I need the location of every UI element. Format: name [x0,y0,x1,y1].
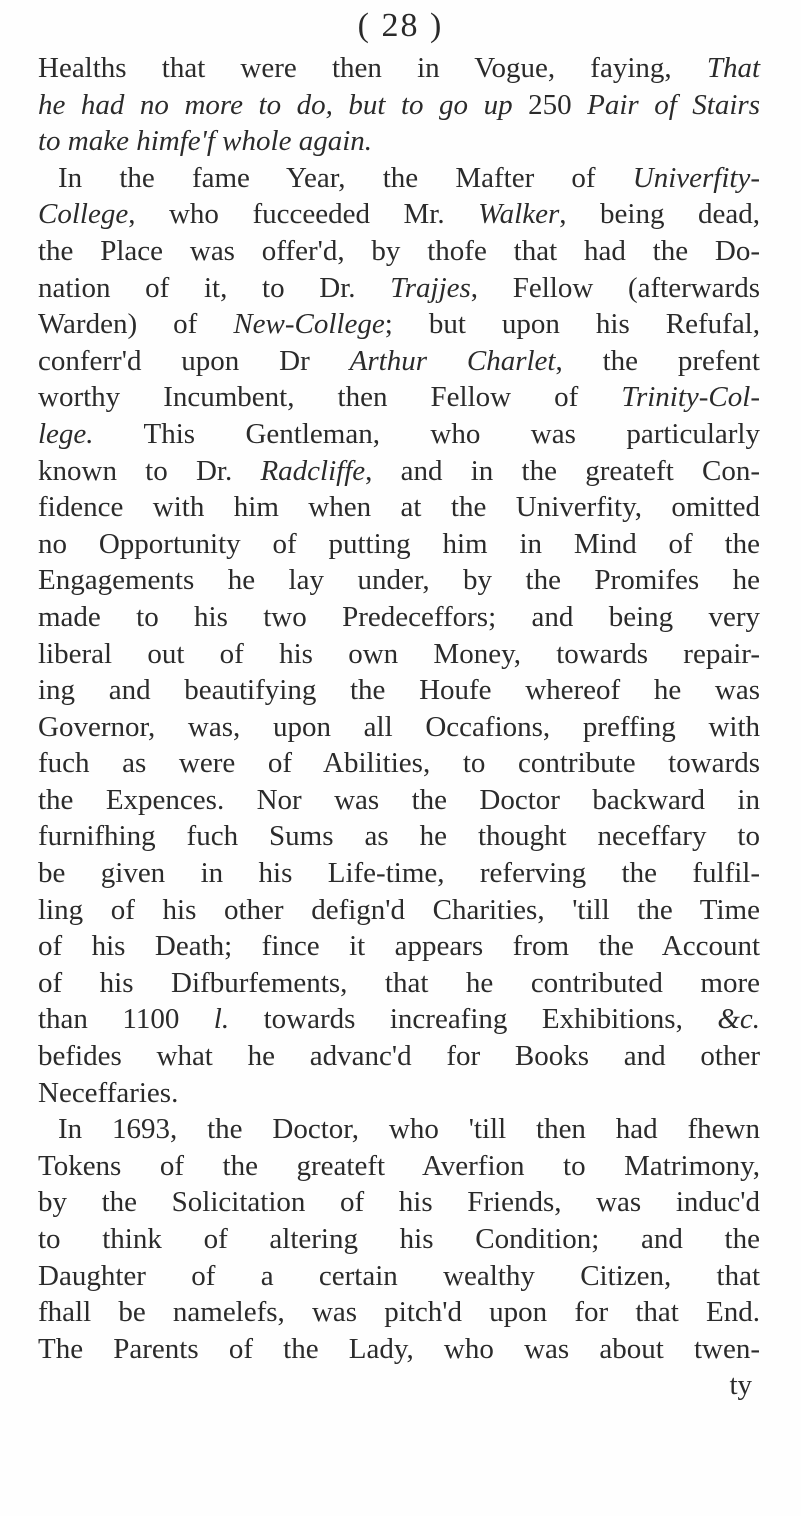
text-line [38,562,760,599]
text-run: Engagements he lay under, by the Promifes he [38,564,760,597]
text-line [38,270,760,307]
italic-text: New-College [233,308,385,341]
text-line [38,1294,760,1331]
text-run: 250 [528,88,588,121]
italic-text: Pair of Stairs [587,88,760,121]
italic-text: College [38,198,129,231]
text-run: made to his two Predeceffors; and being very [38,600,760,633]
text-line [38,1111,760,1148]
text-run: The Parents of the Lady, who was about twen- [38,1332,760,1365]
text-line [38,453,760,490]
text-run: Daughter of a certain wealthy Citizen, that [38,1259,760,1292]
text-run: , being dead, [559,198,760,231]
text-line [38,1331,760,1368]
text-line [38,1001,760,1038]
italic-text: Arthur Charlet [349,344,556,377]
text-run: , who fucceeded Mr. [128,198,479,231]
text-run: ing and beautifying the Houfe whereof he was [38,674,760,707]
text-run: ; but upon his Refufal, [384,308,760,341]
text-line [38,1148,760,1185]
italic-text: Walker [478,198,560,231]
text-line [38,489,760,526]
text-line [38,709,760,746]
text-run: This Gentleman, who was particularly [93,417,760,450]
text-line [38,818,760,855]
text-run: by the Solicitation of his Friends, was induc'd [38,1186,760,1219]
text-run: be given in his Life-time, referving the fulfil- [38,857,760,890]
text-line [38,1258,760,1295]
text-line [38,855,760,892]
text-line [38,379,760,416]
text-line [38,196,760,233]
text-run: ling of his other defign'd Charities, 'till the Time [38,893,760,926]
text-line [38,50,760,87]
text-run: no Opportunity of putting him in Mind of the [38,527,760,560]
text-run: towards increafing Exhibitions, [229,1003,718,1036]
text-line [38,1184,760,1221]
text-run: Neceffaries. [38,1076,179,1109]
text-line [38,965,760,1002]
text-run: , Fellow (afterwards [470,271,760,304]
text-line [38,599,760,636]
text-line [38,87,760,124]
text-run: liberal out of his own Money, towards repair- [38,637,760,670]
text-run: nation of it, to Dr. [38,271,391,304]
text-run: of his Death; fince it appears from the Account [38,930,760,963]
text-run: the Expences. Nor was the Doctor backward in [38,783,760,816]
text-run: fuch as were of Abilities, to contribute towards [38,747,760,780]
italic-text: Univerfity- [632,161,760,194]
text-run: worthy Incumbent, then Fellow of [38,381,622,414]
text-line [38,1075,760,1112]
text-run: than 1100 [38,1003,214,1036]
text-run: known to Dr. [38,454,261,487]
text-run: fidence with him when at the Univerfity, omitted [38,491,760,524]
text-line [38,343,760,380]
text-line [38,745,760,782]
italic-text: Radcliffe [260,454,366,487]
text-run: furnifhing fuch Sums as he thought neceffary to [38,820,760,853]
text-line [38,160,760,197]
italic-text: lege. [38,417,94,450]
text-line [38,306,760,343]
text-run: , the prefent [555,344,760,377]
text-run: ty [729,1369,752,1402]
text-run: Governor, was, upon all Occafions, preffing with [38,710,760,743]
italic-text: That [706,52,760,84]
italic-text: Trinity-Col- [621,381,760,414]
text-line [38,636,760,673]
text-line [38,123,760,160]
body-text [38,50,760,1404]
italic-text: he had no more to do, but to go up [38,88,529,121]
text-run: In 1693, the Doctor, who 'till then had fhewn [58,1113,760,1146]
text-run: Tokens of the greateft Averfion to Matrimony, [38,1149,760,1182]
text-run: Healths that were then in Vogue, faying, [38,52,707,84]
page-number: ( 28 ) [357,7,444,44]
catchword [38,1367,760,1404]
text-line [38,526,760,563]
text-run: of his Difburfements, that he contributed more [38,966,760,999]
text-line [38,1221,760,1258]
text-line [38,928,760,965]
text-line [38,1038,760,1075]
text-run: , and in the greateft Con- [365,454,760,487]
text-run: Warden) of [38,308,234,341]
italic-text: &c. [717,1003,760,1036]
text-line [38,892,760,929]
text-line [38,416,760,453]
italic-text: Trajjes [390,271,471,304]
text-run: befides what he advanc'd for Books and other [38,1040,760,1073]
text-run: conferr'd upon Dr [38,344,350,377]
italic-text: l. [213,1003,230,1036]
text-run: the Place was offer'd, by thofe that had the Do- [38,234,760,267]
italic-text: to make himfe'f whole again. [38,125,373,158]
text-line [38,672,760,709]
text-run: to think of altering his Condition; and the [38,1223,760,1255]
text-run: In the fame Year, the Mafter of [58,161,633,194]
text-line [38,233,760,270]
text-line [38,782,760,819]
text-run: fhall be namelefs, was pitch'd upon for that End. [38,1296,760,1329]
